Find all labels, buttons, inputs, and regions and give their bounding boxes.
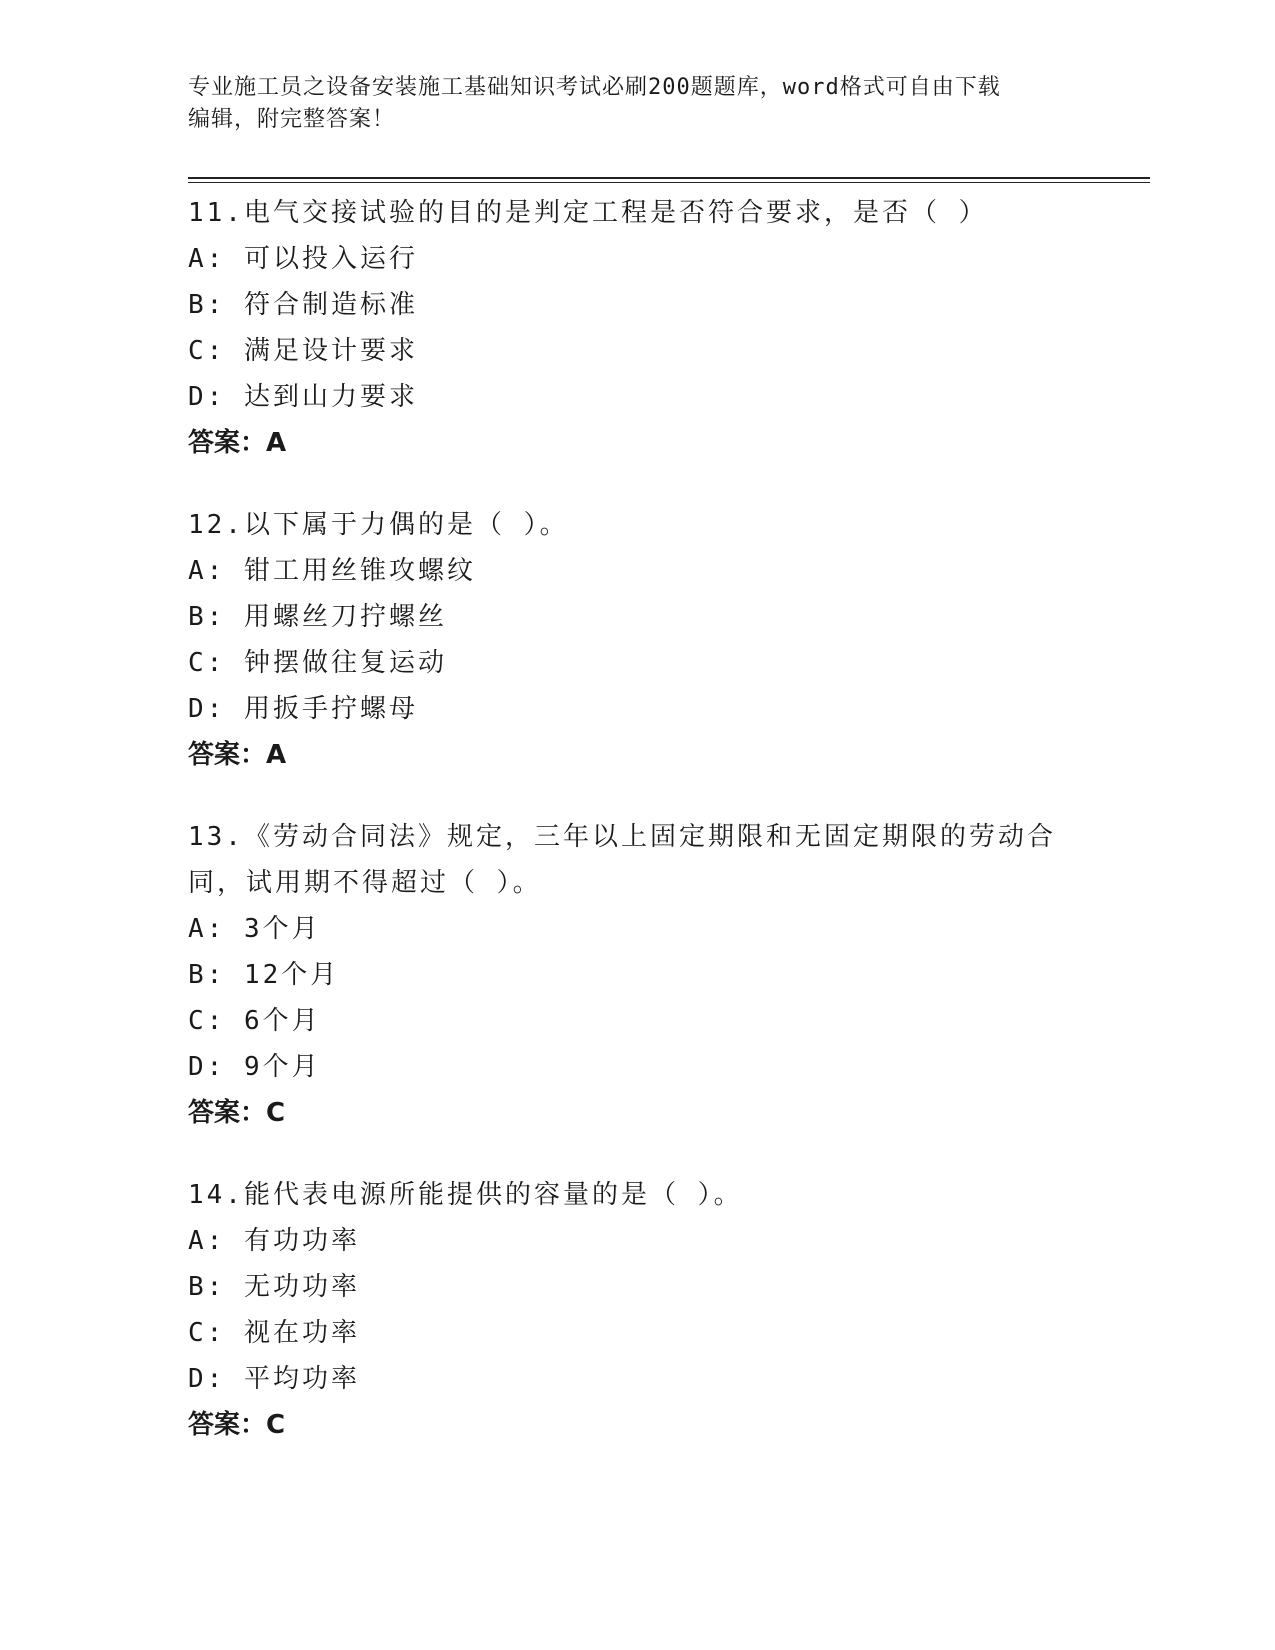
question-text: 12.以下属于力偶的是（ ）。 [188,510,569,540]
answer-label: 答案：C [188,1410,286,1440]
question-12 [188,502,1148,778]
question-text: 11.电气交接试验的目的是判定工程是否符合要求，是否（ ） [188,198,988,228]
answer-label: 答案：C [188,1098,286,1128]
question-text: 14.能代表电源所能提供的容量的是（ ）。 [188,1180,743,1210]
option-b: B: 无功功率 [188,1272,360,1302]
option-c: C: 钟摆做往复运动 [188,648,447,678]
question-text: 13.《劳动合同法》规定，三年以上固定期限和无固定期限的劳动合同，试用期不得超过（ ）。 [188,822,1056,898]
answer-label: 答案：A [188,740,287,770]
option-c: C: 6个月 [188,1006,321,1036]
header-line-1: 专业施工员之设备安装施工基础知识考试必刷200题题库，word格式可自由下载 [188,75,1001,100]
header-divider-thin [188,182,1150,183]
option-d: D: 达到山力要求 [188,382,418,412]
answer-label: 答案：A [188,428,287,458]
question-list [188,190,1148,1484]
option-d: D: 平均功率 [188,1364,360,1394]
option-c: C: 满足设计要求 [188,336,418,366]
question-14 [188,1172,1148,1448]
option-a: A: 钳工用丝锥攻螺纹 [188,556,476,586]
option-d: D: 9个月 [188,1052,321,1082]
option-b: B: 用螺丝刀拧螺丝 [188,602,447,632]
option-a: A: 可以投入运行 [188,244,418,274]
header-divider-thick [188,177,1150,179]
option-a: A: 3个月 [188,914,321,944]
header-line-2: 编辑，附完整答案！ [188,107,396,132]
document-header [188,72,1088,136]
question-13 [188,814,1148,1136]
option-d: D: 用扳手拧螺母 [188,694,418,724]
option-b: B: 12个月 [188,960,340,990]
option-b: B: 符合制造标准 [188,290,418,320]
option-c: C: 视在功率 [188,1318,360,1348]
option-a: A: 有功功率 [188,1226,360,1256]
question-11 [188,190,1148,466]
